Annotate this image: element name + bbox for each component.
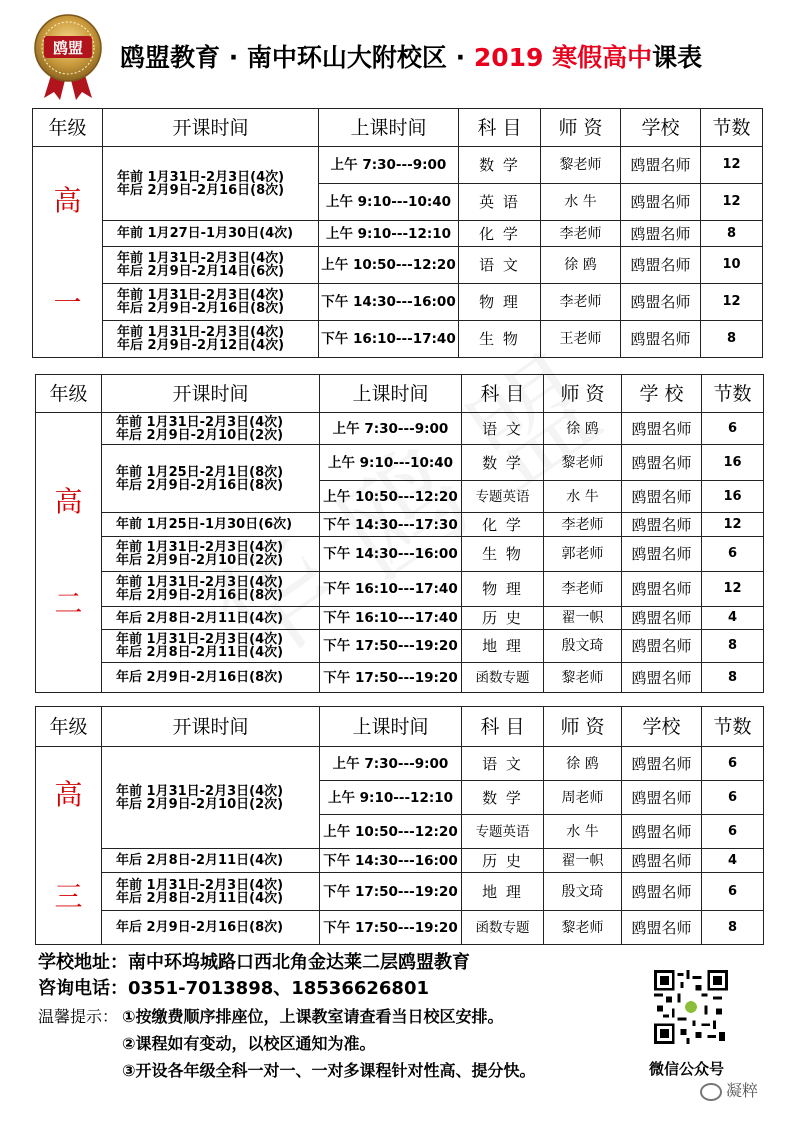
col-header: 上课时间 <box>319 109 459 147</box>
teacher: 翟一帜 <box>544 607 622 630</box>
teacher: 水 牛 <box>544 481 622 513</box>
teacher: 黎老师 <box>544 663 622 693</box>
teacher: 郭老师 <box>544 537 622 572</box>
date-range: 年前 1月25日-1月30日(6次) <box>102 513 320 537</box>
subject: 函数专题 <box>462 663 544 693</box>
school: 鸥盟名师 <box>621 147 701 184</box>
teacher: 翟一帜 <box>544 849 622 873</box>
lesson-count: 8 <box>702 630 764 663</box>
lesson-count: 6 <box>702 873 764 911</box>
col-header: 学校 <box>621 109 701 147</box>
table-row <box>36 607 764 630</box>
date-range: 年后 2月8日-2月11日(4次) <box>102 607 320 630</box>
teacher: 王老师 <box>541 321 621 358</box>
school: 鸥盟名师 <box>622 537 702 572</box>
subject: 地 理 <box>462 630 544 663</box>
subject: 专题英语 <box>462 481 544 513</box>
lesson-count: 10 <box>701 247 763 284</box>
class-time: 下午 17:50---19:20 <box>320 911 462 945</box>
class-time: 下午 16:10---17:40 <box>320 572 462 607</box>
table-row <box>36 630 764 663</box>
subject: 生 物 <box>462 537 544 572</box>
table-row <box>33 247 763 284</box>
teacher: 李老师 <box>544 513 622 537</box>
lesson-count: 12 <box>701 184 763 221</box>
table-row <box>36 513 764 537</box>
lesson-count: 6 <box>702 747 764 781</box>
table-row <box>36 663 764 693</box>
col-header: 开课时间 <box>102 375 320 413</box>
table-row <box>36 572 764 607</box>
class-time: 下午 16:10---17:40 <box>320 607 462 630</box>
lesson-count: 6 <box>702 413 764 445</box>
class-time: 下午 14:30---16:00 <box>319 284 459 321</box>
schedule-table-grade2 <box>35 374 764 693</box>
teacher: 水 牛 <box>544 815 622 849</box>
table-row <box>33 221 763 247</box>
col-header: 上课时间 <box>320 375 462 413</box>
col-header: 上课时间 <box>320 707 462 747</box>
tip-3: ③开设各年级全科一对一、一对多课程针对性高、提分快。 <box>122 1061 536 1080</box>
col-header: 师 资 <box>544 375 622 413</box>
lesson-count: 4 <box>702 849 764 873</box>
date-range: 年前 1月25日-2月1日(8次) 年后 2月9日-2月16日(8次) <box>102 445 320 513</box>
contact-phone: 咨询电话：0351-7013898、18536626801 <box>38 978 430 999</box>
table-row <box>36 849 764 873</box>
date-range: 年后 2月9日-2月16日(8次) <box>102 911 320 945</box>
tip-2: ②课程如有变动，以校区通知为准。 <box>122 1034 376 1053</box>
col-header: 节数 <box>702 707 764 747</box>
date-range: 年前 1月31日-2月3日(4次) 年后 2月9日-2月16日(8次) <box>102 572 320 607</box>
col-header: 年级 <box>33 109 103 147</box>
col-header: 开课时间 <box>103 109 319 147</box>
school: 鸥盟名师 <box>622 513 702 537</box>
teacher: 徐 鸥 <box>544 747 622 781</box>
subject: 数 学 <box>459 147 541 184</box>
class-time: 上午 9:10---10:40 <box>320 445 462 481</box>
subject: 英 语 <box>459 184 541 221</box>
table-row <box>36 747 764 781</box>
col-header: 学校 <box>622 707 702 747</box>
subject: 专题英语 <box>462 815 544 849</box>
date-range: 年后 2月9日-2月16日(8次) <box>102 663 320 693</box>
teacher: 黎老师 <box>541 147 621 184</box>
title-part-1: 鸥盟教育 · 南中环山大附校区 · <box>120 43 474 72</box>
table-header-row <box>33 109 763 147</box>
class-time: 下午 17:50---19:20 <box>320 630 462 663</box>
school: 鸥盟名师 <box>622 911 702 945</box>
lesson-count: 8 <box>701 321 763 358</box>
school: 鸥盟名师 <box>622 849 702 873</box>
date-range: 年前 1月31日-2月3日(4次) 年后 2月9日-2月16日(8次) <box>103 284 319 321</box>
schedule-table-grade1 <box>32 108 763 358</box>
col-header: 节数 <box>701 109 763 147</box>
subject: 化 学 <box>462 513 544 537</box>
col-header: 学 校 <box>622 375 702 413</box>
school: 鸥盟名师 <box>621 184 701 221</box>
school: 鸥盟名师 <box>622 815 702 849</box>
class-time: 下午 14:30---16:00 <box>320 849 462 873</box>
class-time: 下午 14:30---17:30 <box>320 513 462 537</box>
table-row <box>33 284 763 321</box>
teacher: 李老师 <box>541 284 621 321</box>
date-range: 年前 1月31日-2月3日(4次) 年后 2月8日-2月11日(4次) <box>102 873 320 911</box>
subject: 历 史 <box>462 607 544 630</box>
class-time: 上午 10:50---12:20 <box>319 247 459 284</box>
chat-bubble-icon <box>700 1083 722 1101</box>
subject: 生 物 <box>459 321 541 358</box>
school: 鸥盟名师 <box>622 781 702 815</box>
lesson-count: 12 <box>702 513 764 537</box>
subject: 语 文 <box>462 747 544 781</box>
teacher: 黎老师 <box>544 911 622 945</box>
school-address: 学校地址：南中环坞城路口西北角金达莱二层鸥盟教育 <box>38 952 470 973</box>
table-row <box>36 911 764 945</box>
school: 鸥盟名师 <box>622 413 702 445</box>
school: 鸥盟名师 <box>622 747 702 781</box>
teacher: 黎老师 <box>544 445 622 481</box>
date-range: 年前 1月31日-2月3日(4次) 年后 2月9日-2月10日(2次) <box>102 747 320 849</box>
lesson-count: 8 <box>702 663 764 693</box>
col-header: 科 目 <box>462 375 544 413</box>
class-time: 上午 7:30---9:00 <box>319 147 459 184</box>
table-header-row <box>36 375 764 413</box>
col-header: 师 资 <box>544 707 622 747</box>
col-header: 年级 <box>36 707 102 747</box>
grade-label: 高 三 <box>36 747 102 945</box>
page-title <box>120 38 702 74</box>
schedule-table-grade3 <box>35 706 764 945</box>
teacher: 李老师 <box>541 221 621 247</box>
table-row <box>36 413 764 445</box>
lesson-count: 8 <box>702 911 764 945</box>
logo-text: 鸥盟 <box>52 39 84 57</box>
table-row <box>36 445 764 481</box>
date-range: 年后 2月8日-2月11日(4次) <box>102 849 320 873</box>
school: 鸥盟名师 <box>621 221 701 247</box>
subject: 物 理 <box>459 284 541 321</box>
school: 鸥盟名师 <box>622 572 702 607</box>
wechat-label: 微信公众号 <box>649 1060 725 1078</box>
subject: 语 文 <box>459 247 541 284</box>
col-header: 师 资 <box>541 109 621 147</box>
class-time: 下午 17:50---19:20 <box>320 873 462 911</box>
date-range: 年前 1月31日-2月3日(4次) 年后 2月9日-2月10日(2次) <box>102 413 320 445</box>
school: 鸥盟名师 <box>622 445 702 481</box>
col-header: 科 目 <box>459 109 541 147</box>
col-header: 节数 <box>702 375 764 413</box>
class-time: 上午 9:10---10:40 <box>319 184 459 221</box>
lesson-count: 6 <box>702 537 764 572</box>
header <box>0 0 793 100</box>
lesson-count: 6 <box>702 815 764 849</box>
date-range: 年前 1月31日-2月3日(4次) 年后 2月9日-2月12日(4次) <box>103 321 319 358</box>
subject: 函数专题 <box>462 911 544 945</box>
grade-label: 高 一 <box>33 147 103 358</box>
col-header: 年级 <box>36 375 102 413</box>
school: 鸥盟名师 <box>622 607 702 630</box>
date-range: 年前 1月31日-2月3日(4次) 年后 2月9日-2月14日(6次) <box>103 247 319 284</box>
lesson-count: 12 <box>701 284 763 321</box>
school: 鸥盟名师 <box>621 321 701 358</box>
lesson-count: 6 <box>702 781 764 815</box>
class-time: 上午 10:50---12:20 <box>320 815 462 849</box>
date-range: 年前 1月27日-1月30日(4次) <box>103 221 319 247</box>
table-row <box>36 537 764 572</box>
date-range: 年前 1月31日-2月3日(4次) 年后 2月8日-2月11日(4次) <box>102 630 320 663</box>
tip-1: ①按缴费顺序排座位，上课教室请查看当日校区安排。 <box>122 1007 504 1026</box>
teacher: 周老师 <box>544 781 622 815</box>
school: 鸥盟名师 <box>622 481 702 513</box>
class-time: 上午 7:30---9:00 <box>320 413 462 445</box>
subject: 数 学 <box>462 781 544 815</box>
watermark: 凝粹 <box>700 1078 758 1101</box>
school: 鸥盟名师 <box>622 663 702 693</box>
table-row <box>33 147 763 184</box>
teacher: 殷文琦 <box>544 630 622 663</box>
grade-label: 高 二 <box>36 413 102 693</box>
tip-label: 温馨提示： <box>38 1007 119 1026</box>
qr-code-icon <box>654 970 728 1044</box>
class-time: 下午 14:30---16:00 <box>320 537 462 572</box>
class-time: 上午 7:30---9:00 <box>320 747 462 781</box>
logo-icon <box>30 14 106 100</box>
table-row <box>33 321 763 358</box>
date-range: 年前 1月31日-2月3日(4次) 年后 2月9日-2月10日(2次) <box>102 537 320 572</box>
class-time: 上午 10:50---12:20 <box>320 481 462 513</box>
lesson-count: 12 <box>701 147 763 184</box>
class-time: 下午 17:50---19:20 <box>320 663 462 693</box>
school: 鸥盟名师 <box>621 284 701 321</box>
date-range: 年前 1月31日-2月3日(4次) 年后 2月9日-2月16日(8次) <box>103 147 319 221</box>
title-part-2: 课表 <box>652 43 703 72</box>
subject: 化 学 <box>459 221 541 247</box>
lesson-count: 16 <box>702 445 764 481</box>
table-row <box>36 873 764 911</box>
school: 鸥盟名师 <box>622 630 702 663</box>
teacher: 徐 鸥 <box>541 247 621 284</box>
subject: 数 学 <box>462 445 544 481</box>
school: 鸥盟名师 <box>621 247 701 284</box>
subject: 历 史 <box>462 849 544 873</box>
title-highlight: 2019 寒假高中 <box>473 43 653 72</box>
lesson-count: 12 <box>702 572 764 607</box>
class-time: 下午 16:10---17:40 <box>319 321 459 358</box>
class-time: 上午 9:10---12:10 <box>320 781 462 815</box>
teacher: 水 牛 <box>541 184 621 221</box>
school: 鸥盟名师 <box>622 873 702 911</box>
subject: 物 理 <box>462 572 544 607</box>
class-time: 上午 9:10---12:10 <box>319 221 459 247</box>
lesson-count: 16 <box>702 481 764 513</box>
teacher: 徐 鸥 <box>544 413 622 445</box>
col-header: 开课时间 <box>102 707 320 747</box>
teacher: 李老师 <box>544 572 622 607</box>
subject: 语 文 <box>462 413 544 445</box>
teacher: 殷文琦 <box>544 873 622 911</box>
lesson-count: 8 <box>701 221 763 247</box>
lesson-count: 4 <box>702 607 764 630</box>
col-header: 科 目 <box>462 707 544 747</box>
table-header-row <box>36 707 764 747</box>
subject: 地 理 <box>462 873 544 911</box>
